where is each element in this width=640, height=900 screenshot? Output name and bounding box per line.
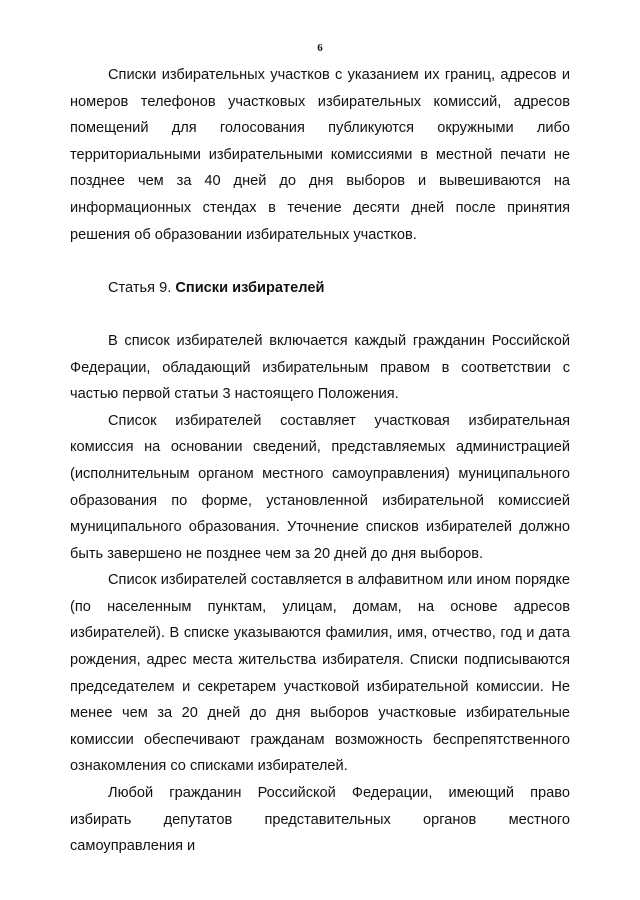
article-heading [70,275,570,302]
article-prefix: Статья 9. [108,279,172,296]
document-body [70,62,570,860]
article-title: Списки избирателей [175,279,325,296]
spacer [70,248,570,275]
paragraph-citizen-rights: Любой гражданин Российской Федерации, имеющий право избирать депутатов представительных органов местного самоуправления и [70,785,570,855]
paragraph-list-order: Список избирателей составляется в алфавитном или ином порядке (по населенным пунктам, улицам, домам, на основе адресов избирателей). В списке указываются фамилия, имя, отчество, год и дата рождения, адрес места жительства избирателя. Списки подписываются председателем и секретарем участковой избирательной комиссии. Не менее чем за 20 дней до дня выборов участковые избирательные комиссии обеспечивают гражданам возможность беспрепятственного ознакомления со списками избирателей. [70,572,570,775]
spacer [70,301,570,328]
paragraph-polling-station-lists: Списки избирательных участков с указанием их границ, адресов и номеров телефонов участковых избирательных комиссий, адресов помещений для голосования публикуются окружными либо территориальными избирательными комиссиями в местной печати не позднее чем за 40 дней до дня выборов и вывешиваются на информационных стендах в течение десяти дней после принятия решения об образовании избирательных участков. [70,67,570,243]
paragraph-voter-inclusion: В список избирателей включается каждый гражданин Российской Федерации, обладающий избирательным правом в соответствии с частью первой статьи 3 настоящего Положения. [70,332,570,403]
page-number: 6 [317,42,323,54]
paragraph-list-compilation: Список избирателей составляет участковая избирательная комиссия на основании сведений, представляемых администрацией (исполнительным органом местного самоуправления) муниципального образования по форме, установленной избирательной комиссией муниципального образования. Уточнение списков избирателей должно быть завершено не позднее чем за 20 дней до дня выборов. [70,412,570,562]
